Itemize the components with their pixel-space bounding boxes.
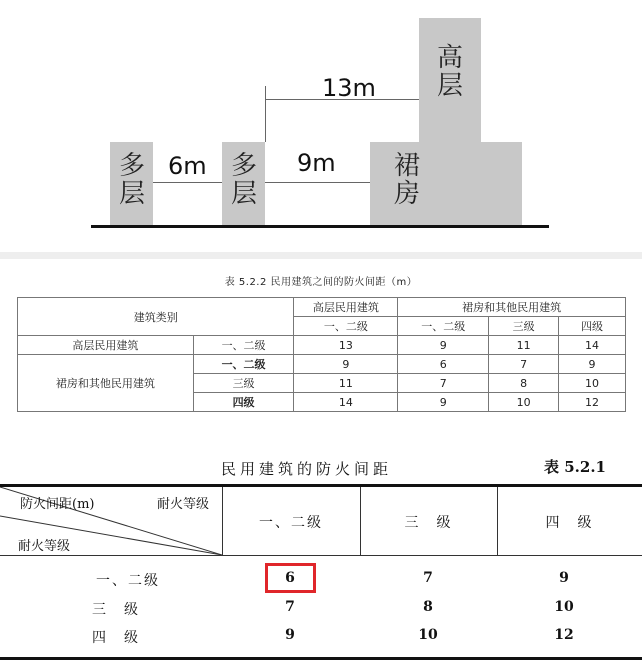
podium-building-label: 裙房 — [393, 151, 420, 209]
table-cell: 7 — [423, 570, 433, 586]
header-building-category: 建筑类别 — [18, 298, 294, 336]
row-grade-label: 一、二级 — [193, 336, 294, 355]
section-divider — [0, 252, 642, 259]
table-cell: 10 — [559, 374, 626, 393]
table-cell: 9 — [294, 355, 398, 374]
table-row — [18, 336, 626, 355]
table-cell: 7 — [489, 355, 559, 374]
row-group-label: 裙房和其他民用建筑 — [18, 355, 194, 412]
corner-header-distance: 防火间距(m) — [20, 497, 95, 512]
column-header-grade-1-2: 一、二级 — [259, 515, 323, 531]
table-cell: 14 — [294, 393, 398, 412]
highrise-tower-label: 高层 — [436, 43, 463, 101]
corner-header-rating-top: 耐火等级 — [157, 497, 210, 512]
table-cell: 6 — [285, 570, 295, 586]
table-5-2-1-code: 表 5.2.1 — [544, 458, 606, 476]
row-label-grade-4: 四 级 — [92, 630, 140, 646]
row-grade-label: 三级 — [193, 374, 294, 393]
table-header-row — [18, 298, 626, 317]
row-grade-label: 四级 — [193, 393, 294, 412]
distance-label-13m: 13m — [322, 74, 376, 102]
table-cell: 12 — [559, 393, 626, 412]
distance-label-6m: 6m — [168, 152, 207, 180]
row-label-grade-1-2: 一、二级 — [96, 573, 160, 589]
corner-header-rating-bottom: 耐火等级 — [18, 539, 71, 554]
table-5-2-2-caption: 表 5.2.2 民用建筑之间的防火间距（m） — [224, 277, 418, 288]
dimension-line-6m — [153, 182, 222, 183]
header-highrise: 高层民用建筑 — [294, 298, 398, 317]
fire-spacing-diagram — [0, 0, 642, 245]
table-cell: 14 — [559, 336, 626, 355]
table-cell: 6 — [398, 355, 489, 374]
table-cell: 12 — [554, 627, 574, 643]
column-header-grade-4: 四 级 — [545, 515, 594, 531]
subheader-grade: 四级 — [559, 317, 626, 336]
table-cell: 10 — [418, 627, 438, 643]
table-5-2-1-title: 民用建筑的防火间距 — [221, 460, 393, 478]
dimension-line-9m — [265, 182, 370, 183]
table-cell: 11 — [489, 336, 559, 355]
multistory-building-1-label: 多层 — [118, 151, 145, 209]
table-cell: 8 — [423, 599, 433, 615]
row-label-grade-3: 三 级 — [92, 602, 140, 618]
subheader-grade: 一、二级 — [398, 317, 489, 336]
row-group-label: 高层民用建筑 — [18, 336, 194, 355]
dimension-extension-line — [265, 86, 266, 142]
highlight-box — [265, 563, 316, 593]
subheader-grade: 三级 — [489, 317, 559, 336]
column-header-grade-3: 三 级 — [404, 515, 453, 531]
table-cell: 13 — [294, 336, 398, 355]
distance-label-9m: 9m — [297, 149, 336, 177]
subheader-grade: 一、二级 — [294, 317, 398, 336]
row-grade-label: 一、二级 — [193, 355, 294, 374]
multistory-building-2-label: 多层 — [230, 151, 257, 209]
table-cell: 9 — [398, 336, 489, 355]
table-cell: 9 — [398, 393, 489, 412]
table-cell: 9 — [559, 570, 569, 586]
table-cell: 10 — [554, 599, 574, 615]
table-cell: 8 — [489, 374, 559, 393]
ground-line — [91, 225, 549, 228]
table-cell: 7 — [398, 374, 489, 393]
table-5-2-1-header-rule — [0, 555, 642, 556]
table-cell: 7 — [285, 599, 295, 615]
table-cell: 9 — [285, 627, 295, 643]
table-cell: 11 — [294, 374, 398, 393]
table-5-2-2 — [17, 297, 626, 412]
header-podium-other: 裙房和其他民用建筑 — [398, 298, 626, 317]
table-row — [18, 355, 626, 374]
table-cell: 10 — [489, 393, 559, 412]
table-cell: 9 — [559, 355, 626, 374]
